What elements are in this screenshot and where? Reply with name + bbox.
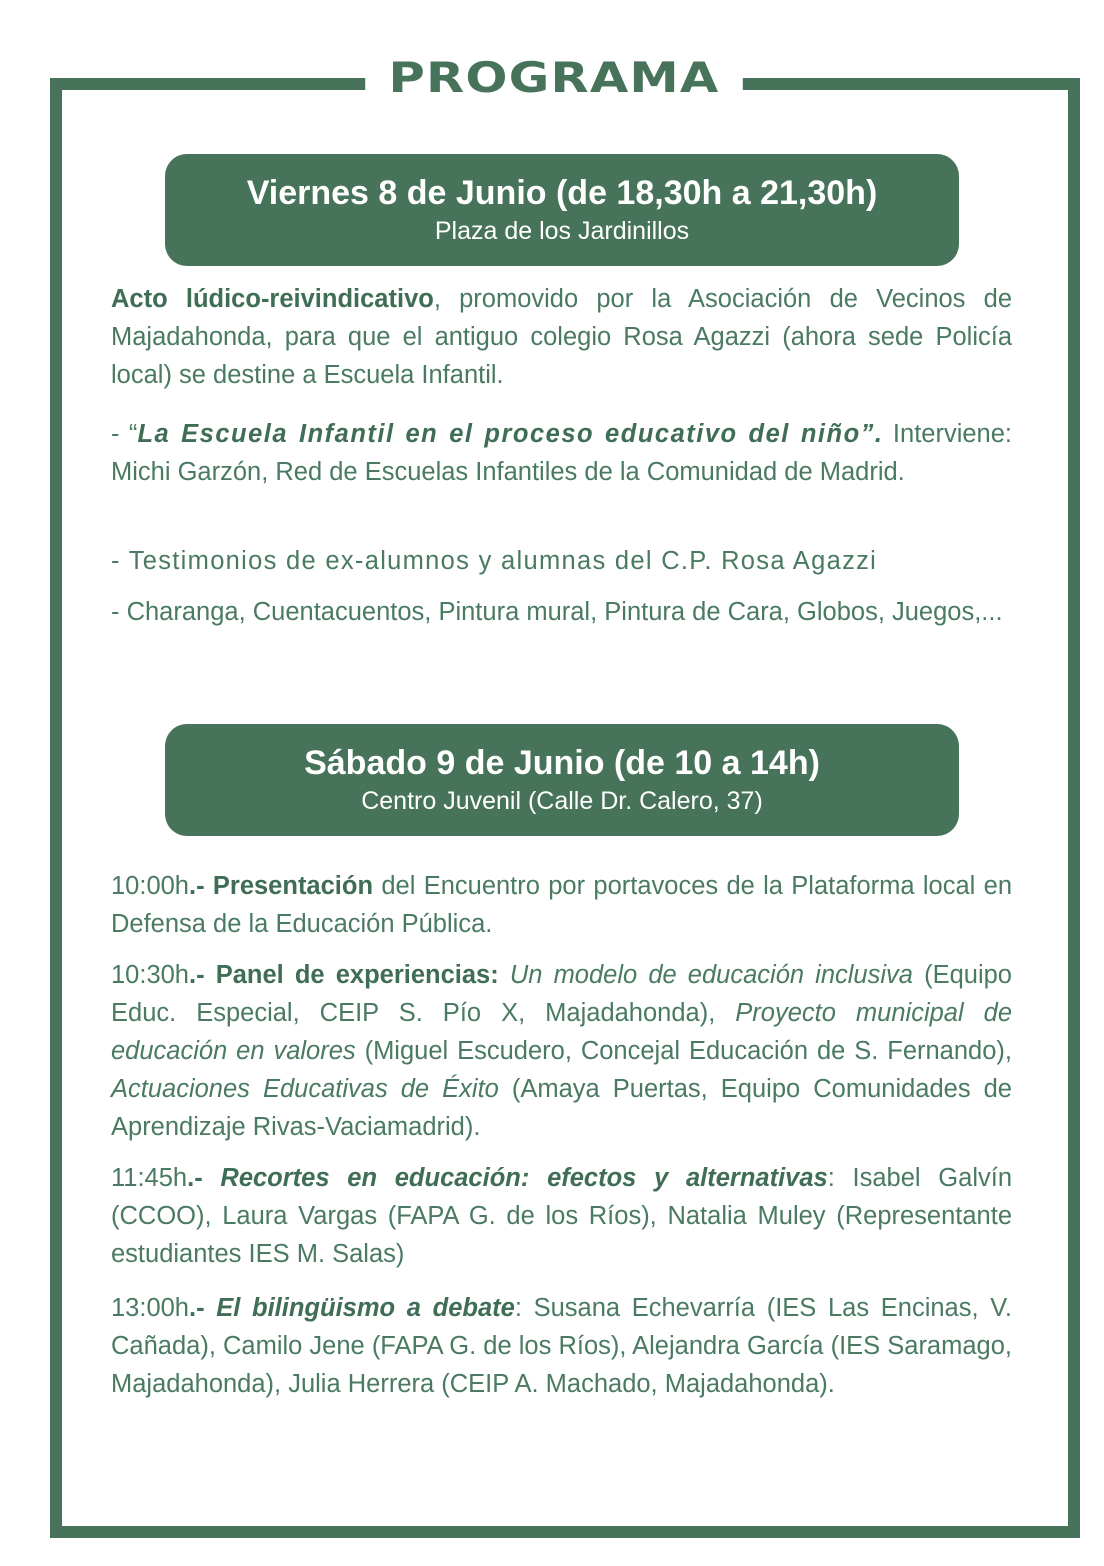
session-text-3: (Amaya Puertas, Equipo Comunidades de Aprendizaje Rivas-Vaciamadrid). (111, 1075, 1012, 1141)
saturday-banner (165, 724, 959, 836)
friday-item-activities: - Charanga, Cuentacuentos, Pintura mural, Pintura de Cara, Globos, Juegos,... (111, 598, 1003, 626)
friday-item-talk-dash: - “ (111, 420, 138, 448)
session-time: 10:30h (111, 961, 189, 989)
friday-banner-title: Viernes 8 de Junio (de 18,30h a 21,30h) (246, 174, 878, 212)
session-title: .- Panel de experiencias: (189, 961, 499, 989)
session-text: del Encuentro por portavoces de la Plataforma local en Defensa de la Educación Pública. (111, 872, 1013, 938)
saturday-session-1145 (111, 1159, 1012, 1273)
friday-item-talk-title: La Escuela Infantil en el proceso educativo del niño”. (137, 420, 884, 448)
session-text: : Susana Echevarría (IES Las Encinas, V. Cañada), Camilo Jene (FAPA G. de los Ríos), Alejandra García (IES Saramago, Majadahonda), Julia Herrera (CEIP A. Machado, Majadahonda). (111, 1294, 1012, 1398)
saturday-session-1000 (111, 867, 1012, 943)
saturday-banner-title: Sábado 9 de Junio (de 10 a 14h) (304, 744, 820, 782)
saturday-session-1030 (111, 956, 1012, 1146)
session-text-1: (Equipo Educ. Especial, CEIP S. Pío X, Majadahonda), (111, 961, 1012, 1027)
friday-banner (165, 154, 959, 266)
session-time: 11:45h (111, 1164, 188, 1192)
session-topic-3: Actuaciones Educativas de Éxito (111, 1075, 499, 1103)
friday-intro-text: , promovido por la Asociación de Vecinos de Majadahonda, para que el antiguo colegio Rosa Agazzi (ahora sede Policía local) se destine a Escuela Infantil. (111, 285, 1012, 389)
friday-banner-location: Plaza de los Jardinillos (434, 217, 690, 245)
session-dash: .- (187, 1164, 221, 1192)
session-topic-1: Un modelo de educación inclusiva (498, 961, 913, 989)
session-topic-2: Proyecto municipal de educación en valores (111, 999, 1012, 1065)
friday-item-testimonials: - Testimonios de ex-alumnos y alumnas del C.P. Rosa Agazzi (111, 547, 878, 575)
friday-item-talk-text: Interviene: Michi Garzón, Red de Escuelas Infantiles de la Comunidad de Madrid. (111, 420, 1013, 486)
session-text: : Isabel Galvín (CCOO), Laura Vargas (FAPA G. de los Ríos), Natalia Muley (Representante estudiantes IES M. Salas) (111, 1164, 1013, 1268)
session-time: 10:00h (111, 872, 189, 900)
session-dash: .- (189, 1294, 217, 1322)
session-title: El bilingüismo a debate (216, 1294, 515, 1322)
session-title: Recortes en educación: efectos y alternativas (220, 1164, 828, 1192)
friday-intro-bold: Acto lúdico-reivindicativo (111, 285, 434, 313)
session-time: 13:00h (111, 1294, 189, 1322)
saturday-session-1300 (111, 1289, 1012, 1403)
friday-intro (111, 280, 1012, 394)
session-title: .- Presentación (189, 872, 374, 900)
page-title: PROGRAMA (365, 52, 743, 104)
session-text-2: (Miguel Escudero, Concejal Educación de S. Fernando), (355, 1037, 1012, 1065)
friday-item-talk (111, 415, 1012, 491)
saturday-banner-location: Centro Juvenil (Calle Dr. Calero, 37) (361, 787, 763, 815)
